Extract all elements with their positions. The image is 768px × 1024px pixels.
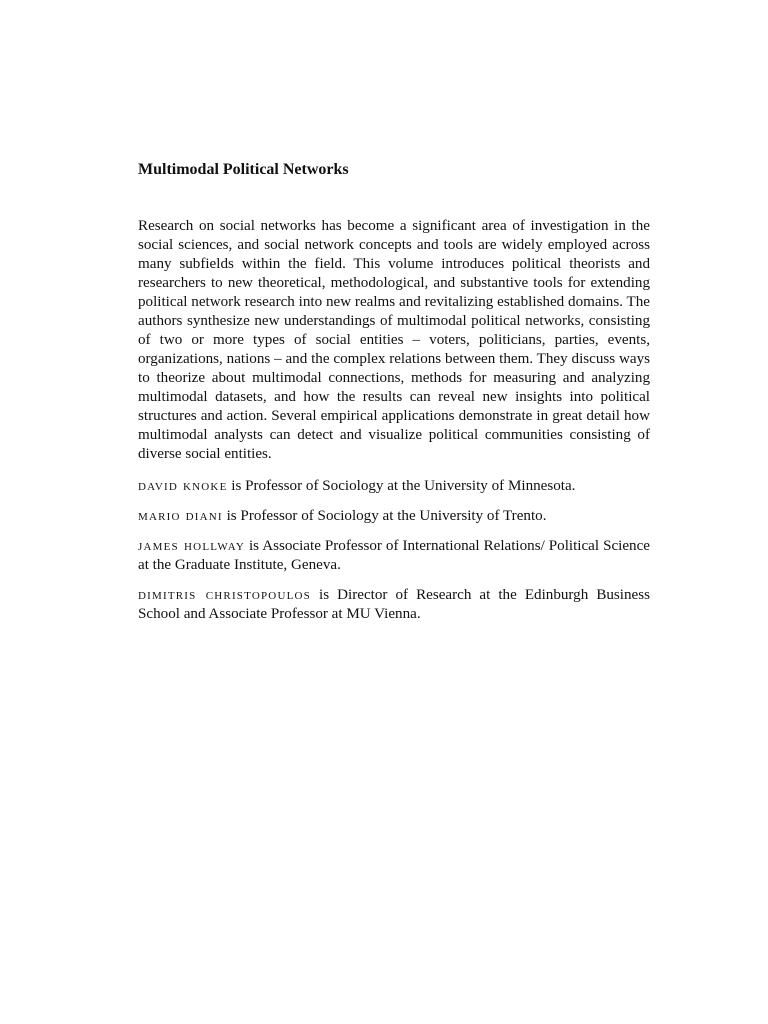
book-abstract: Research on social networks has become a significant area of investigation in the social sciences, and social network concepts and tools are widely employed across many subfields within the field. This volume introduces political theorists and researchers to new theoretical, methodological, and substantive tools for extending political network research into new realms and revitalizing established domains. The authors synthesize new understandings of multimodal political networks, consisting of two or more types of social entities – voters, politicians, parties, events, organizations, nations – and the complex relations between them. They discuss ways to theorize about multimodal connections, methods for measuring and analyzing multimodal datasets, and how the results can reveal new insights into political structures and action. Several empirical applications demonstrate in great detail how multimodal analysts can detect and visualize political communities consisting of diverse social entities. <box>138 217 650 462</box>
author-description: is Professor of Sociology at the University of Trento. <box>222 507 547 524</box>
author-bio-knoke <box>138 477 650 496</box>
author-name: james hollway <box>138 537 245 554</box>
author-bio-hollway <box>138 537 650 575</box>
book-title: Multimodal Political Networks <box>138 161 349 178</box>
author-bio-diani <box>138 507 650 526</box>
author-name: mario diani <box>138 507 223 524</box>
author-description: is Director of Research at the Edinburgh Business School and Associate Professor at MU Vienna. <box>138 586 650 622</box>
author-description: is Professor of Sociology at the University of Minnesota. <box>227 477 576 494</box>
author-bio-christopoulos <box>138 586 650 624</box>
book-page <box>138 160 650 635</box>
author-name: david knoke <box>138 477 228 494</box>
author-name: dimitris christopoulos <box>138 586 311 603</box>
author-description: is Associate Professor of International Relations/ Political Science at the Graduate Institute, Geneva. <box>138 537 650 573</box>
